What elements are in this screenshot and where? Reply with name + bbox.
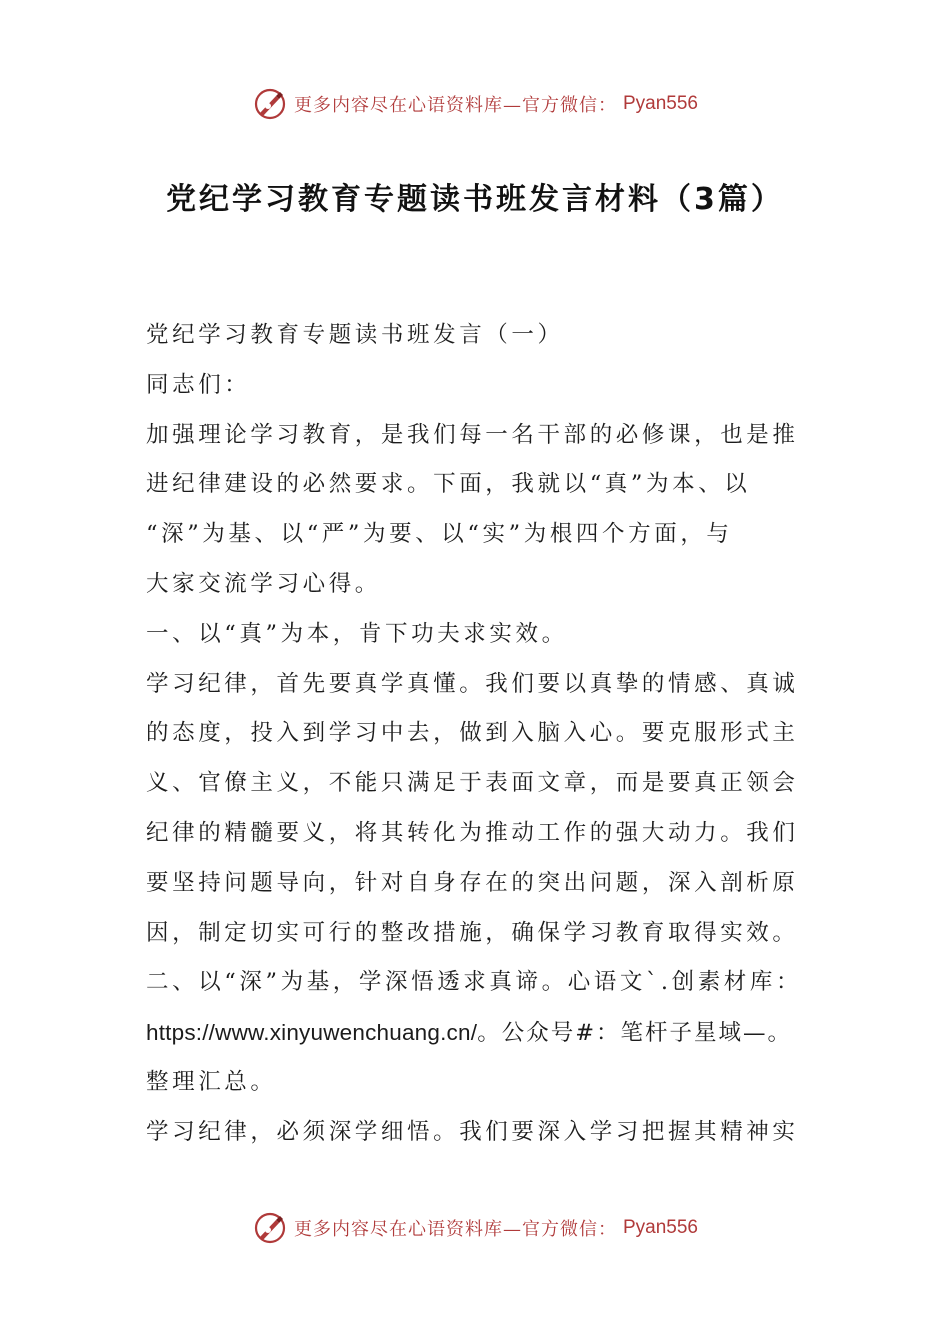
body-line-url bbox=[146, 1008, 814, 1058]
body-line: 同志们： bbox=[146, 371, 251, 398]
document-body bbox=[146, 311, 814, 1158]
document-title: 党纪学习教育专题读书班发言材料（3篇） bbox=[166, 182, 784, 217]
header-banner bbox=[0, 82, 950, 126]
body-line: 学习纪律，首先要真学真懂。我们要以真挚的情感、真诚 bbox=[146, 670, 799, 697]
body-line: 整理汇总。 bbox=[146, 1068, 277, 1095]
header-banner-wechat: Pyan556 bbox=[622, 93, 698, 114]
source-link[interactable]: https://www.xinyuwenchuang.cn/ bbox=[146, 1020, 478, 1046]
pen-logo-icon bbox=[252, 86, 288, 122]
header-banner-text: 更多内容尽在心语资料库—官方微信： bbox=[293, 95, 617, 116]
body-line: 的态度，投入到学习中去，做到入脑入心。要克服形式主 bbox=[146, 720, 799, 747]
source-link-suffix: 。公众号#：笔杆子星域—。 bbox=[477, 1020, 793, 1047]
body-line: 纪律的精髓要义，将其转化为推动工作的强大动力。我们 bbox=[146, 819, 799, 846]
pen-logo-icon bbox=[252, 1210, 288, 1246]
body-line: 学习纪律，必须深学细悟。我们要深入学习把握其精神实 bbox=[146, 1118, 799, 1145]
footer-banner-text: 更多内容尽在心语资料库—官方微信： bbox=[293, 1219, 617, 1240]
body-line: 二、以“深”为基，学深悟透求真谛。心语文`.创素材库： bbox=[146, 969, 803, 996]
footer-banner bbox=[0, 1206, 950, 1250]
body-line: 要坚持问题导向，针对自身存在的突出问题，深入剖析原 bbox=[146, 869, 799, 896]
body-line: 党纪学习教育专题读书班发言（一） bbox=[146, 322, 564, 348]
body-line: “深”为基、以“严”为要、以“实”为根四个方面，与 bbox=[146, 521, 733, 548]
body-line: 义、官僚主义，不能只满足于表面文章，而是要真正领会 bbox=[146, 770, 799, 797]
body-line: 因，制定切实可行的整改措施，确保学习教育取得实效。 bbox=[146, 919, 799, 946]
body-line: 进纪律建设的必然要求。下面，我就以“真”为本、以 bbox=[146, 471, 751, 498]
body-line: 加强理论学习教育，是我们每一名干部的必修课，也是推 bbox=[146, 421, 799, 448]
body-line: 大家交流学习心得。 bbox=[146, 570, 381, 597]
body-line: 一、以“真”为本，肯下功夫求实效。 bbox=[146, 620, 568, 647]
footer-banner-wechat: Pyan556 bbox=[622, 1217, 698, 1238]
